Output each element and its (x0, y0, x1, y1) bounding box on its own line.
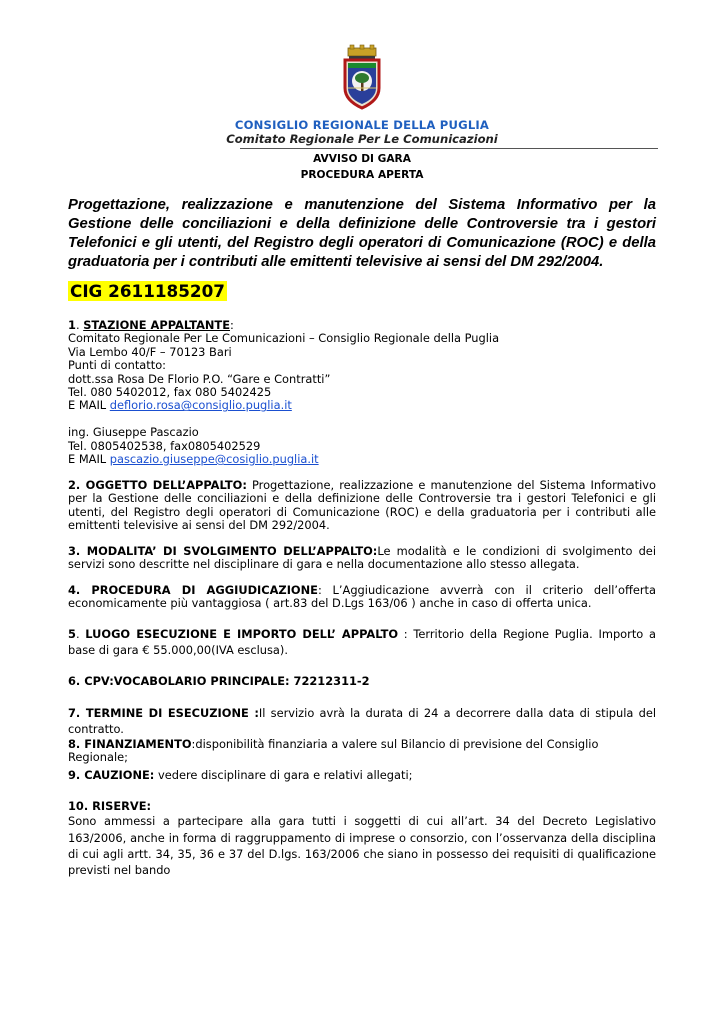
section-8-heading: 8. FINANZIAMENTO (68, 737, 192, 751)
section-4-text: : L’Aggiudicazione avverrà con il criterio dell’offerta economicamente più vantaggiosa ( art.83 del D.Lgs 163/06 ) anche in caso di offerta unica. (68, 583, 656, 611)
contact-line: Via Lembo 40/F – 70123 Bari (68, 344, 232, 359)
section-1-heading: STAZIONE APPALTANTE (83, 318, 230, 332)
section-2-heading: 2. OGGETTO DELL’APPALTO: (68, 478, 247, 492)
regione-puglia-emblem-icon (337, 44, 387, 110)
contact-line: dott.ssa Rosa De Florio P.O. “Gare e Contratti” (68, 371, 331, 386)
notice-type: AVVISO DI GARA (313, 153, 411, 165)
section-2 (68, 479, 656, 533)
section-5-heading: LUOGO ESECUZIONE E IMPORTO DELL’ APPALTO (85, 627, 399, 641)
contact-line: ing. Giuseppe Pascazio (68, 425, 199, 440)
section-4 (68, 584, 656, 611)
section-6-heading: 6. CPV:VOCABOLARIO PRINCIPALE: 72212311-2 (68, 674, 370, 688)
section-4-heading: 4. PROCEDURA DI AGGIUDICAZIONE (68, 583, 318, 597)
section-1: 1. STAZIONE APPALTANTE: Comitato Regionale Per Le Comunicazioni – Consiglio Regionale della Puglia Via Lembo 40/F – 70123 Bari Punti di contatto: dott.ssa Rosa De Florio P.O. “Gare e Contratti” Tel. 080 5402012, fax 080 5402425 E MAIL deflorio.rosa@consiglio.puglia.it ing. Giuseppe Pascazio Tel. 0805402538, fax0805402529 E MAIL pascazio.giuseppe@cosiglio.puglia.it (68, 319, 656, 466)
contact-line: Tel. 080 5402012, fax 080 5402425 (68, 385, 272, 400)
section-10 (68, 800, 656, 878)
email-link-pascazio[interactable]: pascazio.giuseppe@cosiglio.puglia.it (109, 452, 319, 467)
email-label: E MAIL (68, 398, 110, 413)
section-8 (68, 738, 656, 765)
email-label: E MAIL (68, 452, 110, 467)
contact-line: Punti di contatto: (68, 358, 167, 373)
procedure-type: PROCEDURA APERTA (300, 169, 424, 181)
section-7-text: Il servizio avrà la durata di 24 a decorrere dalla data di stipula del contratto. (68, 706, 656, 737)
section-9-heading: 9. CAUZIONE: (68, 768, 155, 782)
section-9-text: vedere disciplinare di gara e relativi allegati; (154, 768, 413, 782)
section-3-heading: 3. MODALITA’ DI SVOLGIMENTO DELL’APPALTO: (68, 544, 378, 558)
section-7-heading: 7. TERMINE DI ESECUZIONE : (68, 706, 259, 720)
section-1-number: 1 (68, 318, 76, 332)
document-title: Progettazione, realizzazione e manutenzione del Sistema Informativo per la Gestione delle conciliazioni e della definizione delle Controversie tra i gestori Telefonici e gli utenti, del Registro degli operatori di Comunicazione (ROC) e della graduatoria per i contributi alle emittenti televisive ai sensi del DM 292/2004. (68, 197, 656, 270)
section-8-text: :disponibilità finanziaria a valere sul Bilancio di previsione del Consiglio Regionale; (68, 737, 599, 765)
section-5: 5. LUOGO ESECUZIONE E IMPORTO DELL’ APPALTO : Territorio della Regione Puglia. Importo a base di gara € 55.000,00(IVA esclusa). (68, 627, 656, 658)
section-3 (68, 545, 656, 572)
contact-line: Comitato Regionale Per Le Comunicazioni – Consiglio Regionale della Puglia (68, 331, 500, 346)
section-6 (68, 675, 656, 688)
section-5-number: 5 (68, 627, 76, 641)
header-divider (240, 148, 658, 149)
section-3-text: Le modalità e le condizioni di svolgimento dei servizi sono descritte nel disciplinare di gara e nella documentazione allo stesso allegata. (68, 544, 656, 572)
section-9 (68, 769, 656, 782)
section-10-text: Sono ammessi a partecipare alla gara tutti i soggetti di cui all’art. 34 del Decreto Legislativo 163/2006, anche in forma di raggruppamento di imprese o consorzio, con l’osservanza della disciplina di cui agli artt. 34, 35, 36 e 37 del D.lgs. 163/2006 che siano in possesso dei requisiti di qualificazione previsti nel bando (68, 814, 656, 878)
committee-name: Comitato Regionale Per Le Comunicazioni (226, 132, 498, 146)
cig-code: CIG 2611185207 (70, 281, 225, 301)
section-2-text: Progettazione, realizzazione e manutenzione del Sistema Informativo per la Gestione delle conciliazioni e della definizione delle Controversie tra i gestori Telefonici e gli utenti, del Registro degli operatori di Comunicazione (ROC) e della graduatoria per i contributi alle emittenti televisive ai sensi del DM 292/2004. (68, 478, 656, 533)
section-7 (68, 705, 656, 737)
organization-name: CONSIGLIO REGIONALE DELLA PUGLIA (234, 118, 490, 132)
section-5-text: : Territorio della Regione Puglia. Importo a base di gara € 55.000,00(IVA esclusa). (68, 627, 656, 658)
email-link-deflorio[interactable]: deflorio.rosa@consiglio.puglia.it (109, 398, 292, 413)
section-10-heading: 10. RISERVE: (68, 799, 152, 813)
contact-line: Tel. 0805402538, fax0805402529 (68, 438, 261, 453)
